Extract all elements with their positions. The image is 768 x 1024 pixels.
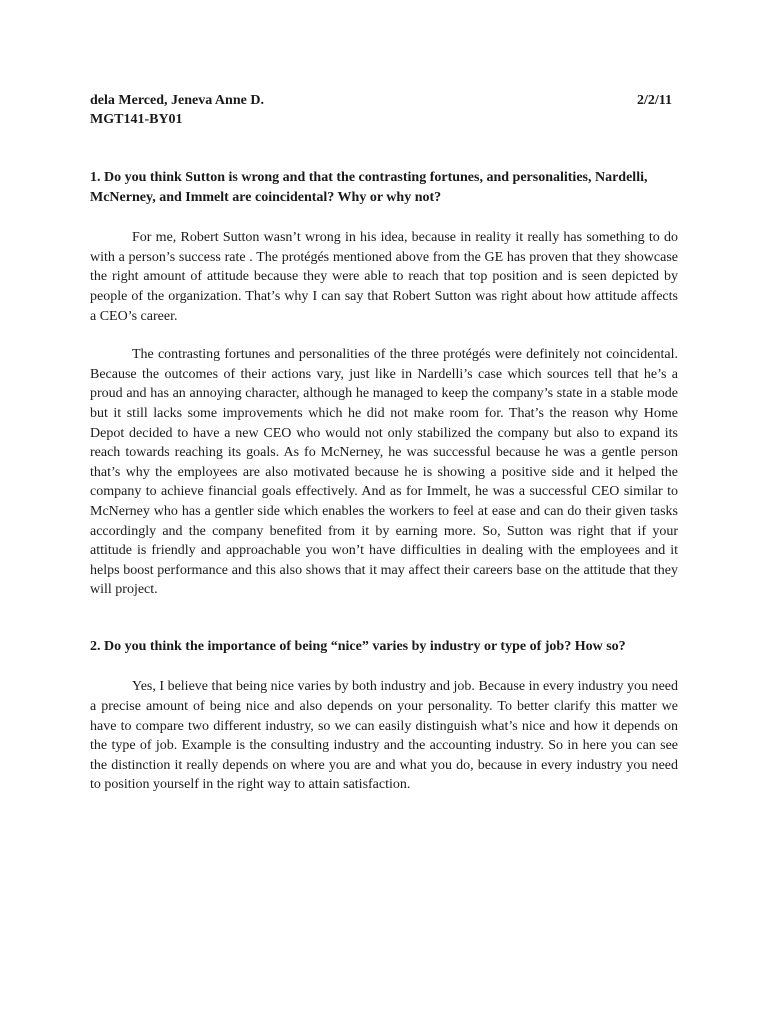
answer-2-paragraph-1: Yes, I believe that being nice varies by both industry and job. Because in every industry you need a precise amount of being nice and also depends on your personality. To better clarify this matter we have to compare two different industry, so we can easily distinguish what’s nice and how it depends on the type of job. Example is the consulting industry and the accounting industry. So in here you can see the distinction it really depends on where you are and what you do, because in every industry you need to position yourself in the right way to attain satisfaction.	[90, 679, 678, 793]
document-body	[90, 168, 678, 795]
question-2: 2. Do you think the importance of being “nice” varies by industry or type of job? How so?	[90, 638, 626, 654]
answer-1-paragraph-1: For me, Robert Sutton wasn’t wrong in his idea, because in reality it really has something to do with a person’s success rate . The protégés mentioned above from the GE has proven that they showcase the right amount of attitude because they were able to reach that top position and is seen depicted by people of the organization. That’s why I can say that Robert Sutton was right about how attitude affects a CEO’s career.	[90, 230, 678, 324]
document-header	[90, 91, 672, 129]
document-date: 2/2/11	[636, 93, 672, 108]
course-code: MGT141-BY01	[90, 112, 183, 127]
answer-1-paragraph-2: The contrasting fortunes and personalities of the three protégés were definitely not coincidental. Because the outcomes of their actions vary, just like in Nardelli’s case which sources tell that he’s a proud and has an annoying character, although he managed to keep the company’s state in a stable mode but it still lacks some improvements which he did not make room for. That’s the reason why Home Depot decided to have a new CEO who would not only stabilized the company but also to expand its reach towards reaching its goals. As fo McNerney, he was successful because he was a gentle person that’s why the employees are also motivated because he is showing a positive side and it helped the company to achieve financial goals effectively. And as for Immelt, he was a successful CEO similar to McNerney who has a gentler side which enables the workers to feel at ease and can do their given tasks accordingly and the company benefited from it by earning more. So, Sutton was right that if your attitude is friendly and approachable you won’t have difficulties in dealing with the employees and it helps boost performance and this also shows that it may affect their careers base on the attitude that they will project.	[90, 347, 678, 598]
author-name: dela Merced, Jeneva Anne D.	[90, 93, 264, 108]
header-row	[90, 91, 672, 110]
question-1: 1. Do you think Sutton is wrong and that the contrasting fortunes, and personalities, Nardelli, McNerney, and Immelt are coincidental? Why or why not?	[90, 170, 648, 205]
